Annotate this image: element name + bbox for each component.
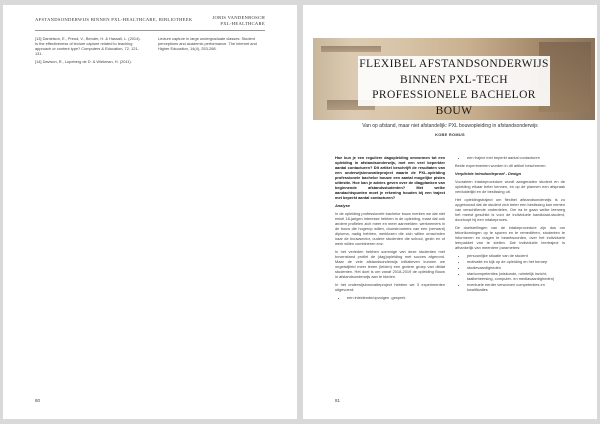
experiment-list bbox=[335, 295, 445, 300]
reference-entry: [14] Davison, R., Lupeberg de D. & Wiekman, H. (2011). bbox=[35, 59, 132, 64]
article-intro: Hoe kun je een reguliere dagopleiding omvormen tot een opleiding in afstandsonderwijs, met een veel beperkter aantal contacturen? Dit artikel beschrijft de resultaten van een onderwijsinnovatieproject waarin de PXL-opleiding professionele bachelor bouwe een aantal mogelijke pistes uittestte. Hoe kan je advies geven over de diagplanken van beginnende afstandsstudenten? Met welke aandachtspunten moet je rekening houden bij een traject met beperkt aantal contacturen? bbox=[335, 155, 445, 200]
right-page bbox=[303, 5, 597, 419]
body-paragraph: In de opleiding professionele bachelor bouw merken we dat niet enkel 18-jarigen interesse hebben in de opleiding, maar dat ook andere profielen zich meer en meer aanmelden: werknemers in de bouw die hogerop willen, doorstroomers van een (verwant) diploma, nadig hebben, werklozen die zich willen omscholen naar de bouwsector, oudere studenten die school, gezin en of werk willen combineren enz. bbox=[335, 211, 445, 246]
body-column-right bbox=[455, 155, 565, 295]
reference-entry: Lecture capture in large undergraduate classes: Student perceptions and academic performance. The internet and Higher Education, 14(4), 253-268. bbox=[158, 36, 257, 51]
banner-shelf bbox=[321, 46, 381, 52]
references-column-right bbox=[158, 36, 265, 54]
header-rule bbox=[35, 30, 265, 31]
list-item: • een inleidende/opvolgen -gesprek bbox=[347, 295, 445, 300]
title-banner bbox=[313, 38, 595, 120]
body-paragraph: In het verleden hebben sommige van deze studenten met bovenstand profiel de (dag)opleiding met succes afgerond. Maar de vele afstandsonderwijs initiatieven kunnen we ongetwijfeld meer lenen (leiden) een grotere groep van ditdat studenten. Het doel is om vanaf 2018-2019 de opleiding Bouw in afstandsonderwijs aan te bieden. bbox=[335, 249, 445, 279]
body-paragraph: Vooraleen intakeprocedure wordt aangeraden student en de opleiding elkaar beter kennen, en op de plannen een afspraak verduidelijkt en de beslissing uit. bbox=[455, 179, 565, 194]
header-meta-line: JORIS VANDENBOSCH bbox=[212, 15, 265, 20]
body-paragraph: In het onderwijsinnovatieproject hebben we 3 experimenten uitgevoerd: bbox=[335, 282, 445, 292]
header-meta-line: PXL-HEALTHCARE bbox=[220, 21, 265, 26]
list-item: • eventuele eerder verworven competenties en kwalificaties bbox=[467, 282, 565, 292]
title-box bbox=[358, 56, 550, 117]
title-line: FLEXIBEL AFSTANDSONDERWIJS bbox=[359, 58, 549, 70]
author-name: KOBE ROMUS bbox=[435, 132, 465, 137]
left-page bbox=[3, 5, 297, 419]
references-column-left bbox=[35, 36, 141, 67]
reference-entry: [13] Danielson, E., Preud, V., Bender, H. & Hassall, L. (2014). Is the effectiveness of lecture capture related to teaching approach or content type? Computers & Education, 72, 121-131. bbox=[35, 36, 141, 56]
list-item: • persoonlijke situatie van de student bbox=[467, 253, 565, 258]
running-header: AFSTANDSONDERWIJS BINNEN PXL-HEALTHCARE, BIBLIOTHEEK bbox=[35, 17, 193, 22]
page-number: 81 bbox=[335, 398, 341, 403]
list-item: • motivatie en kijk op de opleiding en het beroep bbox=[467, 259, 565, 264]
article-subtitle: Van op afstand, maar niet afstandelijk: PXL bouwopleiding in afstandsonderwijs bbox=[362, 123, 538, 129]
experiment-list-continued bbox=[455, 155, 565, 160]
body-paragraph: De doelstellingen van de intakeprocedure zijn dus om tekortkomingen op te sporen en te remediëren, studenten te informeren en vragen te beantwoorden, over het individuele leerpakket van te stellen. Dat individuele leertraject is afhankelijk van meerdere parameters: bbox=[455, 225, 565, 250]
list-item: • een traject met beperkt aantal contacturen bbox=[467, 155, 565, 160]
body-column-left bbox=[335, 155, 445, 303]
article-title bbox=[358, 57, 550, 119]
parameter-list bbox=[455, 253, 565, 292]
list-item: • studievaardigheden bbox=[467, 265, 565, 270]
body-paragraph: Het opleidingstraject om flexibel afstandsonderwijs is zo opgebouwd dat de student zich beter een beslissing kan nemen van verschillende onderdelen. Om na te gaan welke leerweg het meest geschikt is voor de individuele kandidaat-student, doorloopt hij een intakeproces. bbox=[455, 197, 565, 222]
list-item: • startcompetenties (wiskunde, ruimtelijk inzicht, taalbeheersing, computer- en mediavaardigheden) bbox=[467, 271, 565, 281]
running-header-meta bbox=[212, 15, 265, 27]
subheading: Verplichte introductieproef - Design bbox=[455, 171, 522, 176]
title-line: BINNEN PXL-TECH bbox=[400, 73, 508, 86]
title-line: PROFESSIONELE BACHELOR BOUW bbox=[372, 89, 536, 117]
section-heading: Analyse bbox=[335, 203, 350, 208]
page-number: 80 bbox=[35, 398, 41, 403]
body-paragraph: Beide experimenten worden in dit artikel beschreven. bbox=[455, 163, 547, 168]
